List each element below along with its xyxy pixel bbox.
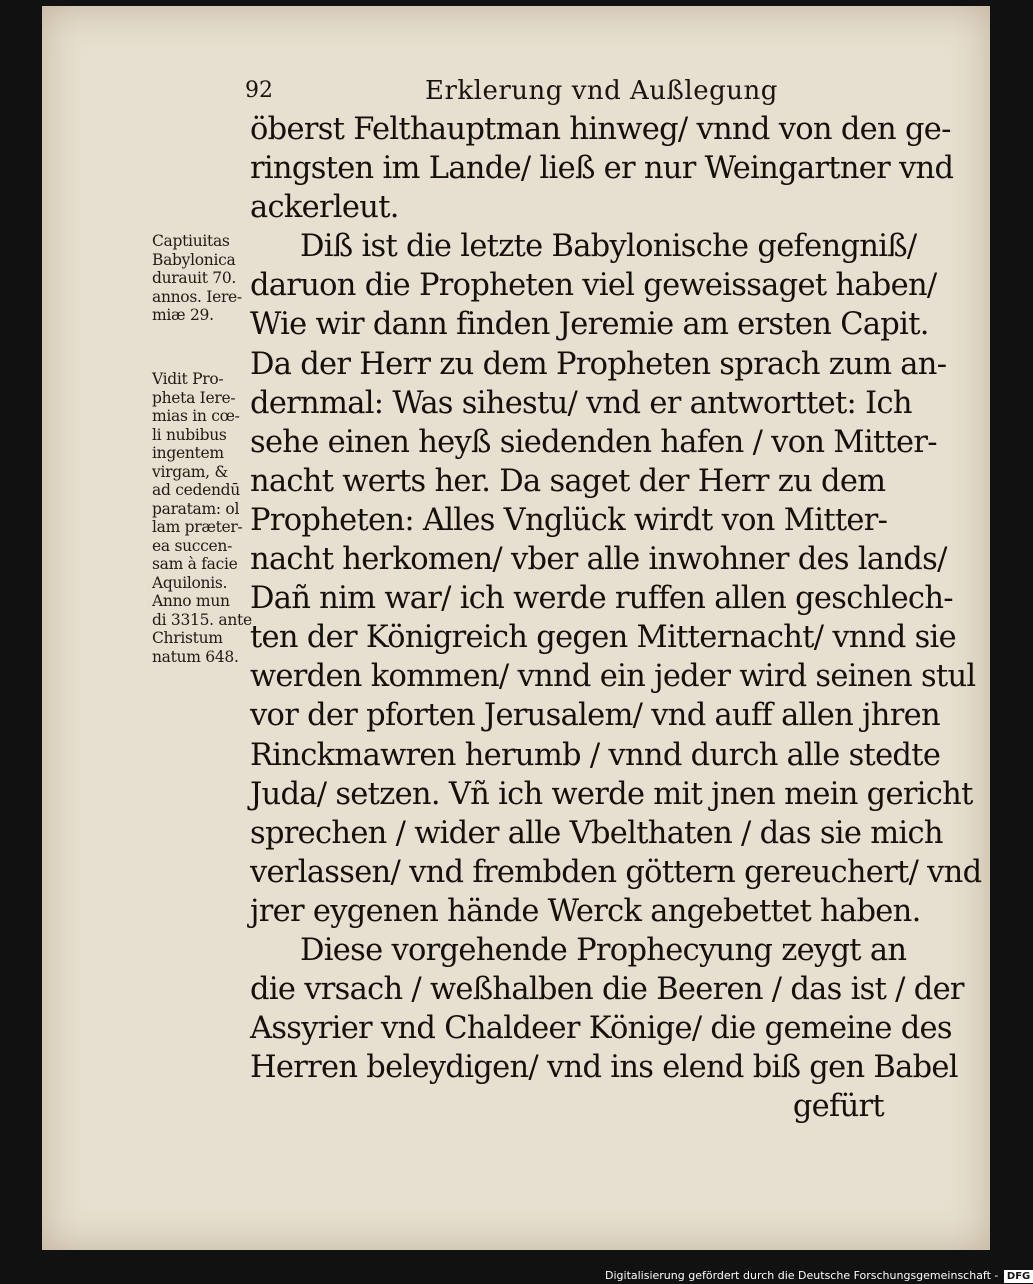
margin-note-line: lam præter- xyxy=(152,518,243,536)
page-number: 92 xyxy=(245,78,273,103)
margin-note-line: paratam: ol xyxy=(152,499,240,518)
margin-note-line: di 3315. ante xyxy=(152,610,252,629)
running-title: Erklerung vnd Außlegung xyxy=(425,76,778,106)
margin-note-line: miæ 29. xyxy=(152,306,214,324)
text-line: Assyrier vnd Chaldeer Könige/ die gemeine des xyxy=(250,1011,952,1047)
text-line: öberst Felthauptman hinweg/ vnnd von den ge- xyxy=(250,112,951,147)
text-line: Juda/ setzen. Vñ ich werde mit jnen mein gericht xyxy=(250,776,973,812)
main-text-block xyxy=(250,110,982,1126)
dfg-logo: DFG xyxy=(1004,1270,1033,1283)
margin-note-line: ad cedendū xyxy=(152,481,240,499)
margin-note-line: durauit 70. xyxy=(152,269,237,287)
text-line: verlassen/ vnd frembden göttern gereuchert/ vnd xyxy=(250,854,982,890)
catchword: gefürt xyxy=(792,1089,884,1125)
margin-note-line: Vidit Pro- xyxy=(152,370,224,388)
text-line: Dañ nim war/ ich werde ruffen allen geschlech- xyxy=(250,581,953,617)
text-line: daruon die Propheten viel geweissaget haben/ xyxy=(250,268,937,304)
text-line: Diese vorgehende Prophecyung zeygt an xyxy=(300,932,907,968)
text-line: die vrsach / weßhalben die Beeren / das ist / der xyxy=(250,972,964,1008)
margin-note-line: pheta Iere- xyxy=(152,388,236,407)
margin-note-line: mias in cœ- xyxy=(152,407,240,425)
text-line: Herren beleydigen/ vnd ins elend biß gen Babel xyxy=(250,1050,958,1086)
text-line: ackerleut. xyxy=(250,190,399,226)
margin-note-line: natum 648. xyxy=(152,647,239,666)
text-line: nacht werts her. Da saget der Herr zu dem xyxy=(250,463,886,499)
digitization-footer xyxy=(605,1268,1031,1284)
text-line: Diß ist die letzte Babylonische gefengniß/ xyxy=(300,229,917,265)
margin-note-line: Anno mun xyxy=(152,592,230,610)
text-line: jrer eygenen hände Werck angebettet haben. xyxy=(250,893,921,929)
text-line: Propheten: Alles Vnglück wirdt von Mitter- xyxy=(250,502,888,538)
running-header xyxy=(245,72,905,112)
margin-note-line: Christum xyxy=(152,629,223,647)
margin-note-line: li nubibus xyxy=(152,425,227,444)
text-line: dernmal: Was sihestu/ vnd er antworttet: Ich xyxy=(250,385,912,421)
text-line: Wie wir dann finden Jeremie am ersten Capit. xyxy=(250,307,929,343)
margin-note-line: Captiuitas xyxy=(152,232,230,250)
text-line: ringsten im Lande/ ließ er nur Weingartner vnd xyxy=(250,151,954,187)
margin-note-line: ea succen- xyxy=(152,536,233,555)
text-line: sprechen / wider alle Vbelthaten / das sie mich xyxy=(250,815,943,851)
text-line: Da der Herr zu dem Propheten sprach zum an- xyxy=(250,346,947,382)
text-line: nacht herkomen/ vber alle inwohner des lands/ xyxy=(250,542,947,578)
margin-note-line: annos. Iere- xyxy=(152,287,242,306)
margin-note-line: virgam, & xyxy=(152,462,228,481)
text-line: werden kommen/ vnnd ein jeder wird seinen stul xyxy=(250,659,976,695)
text-line: ten der Königreich gegen Mitternacht/ vnnd sie xyxy=(250,620,956,656)
margin-note-line: Babylonica xyxy=(152,250,236,269)
margin-note-line: Aquilonis. xyxy=(152,573,228,592)
text-line: sehe einen heyß siedenden hafen / von Mitter- xyxy=(250,424,937,460)
margin-note-line: ingentem xyxy=(152,444,224,462)
text-line: vor der pforten Jerusalem/ vnd auff allen jhren xyxy=(250,698,940,734)
footer-text: Digitalisierung gefördert durch die Deutsche Forschungsgemeinschaft - xyxy=(605,1269,999,1282)
margin-note-line: sam à facie xyxy=(152,555,238,573)
text-line: Rinckmawren herumb / vnnd durch alle stedte xyxy=(250,737,941,773)
